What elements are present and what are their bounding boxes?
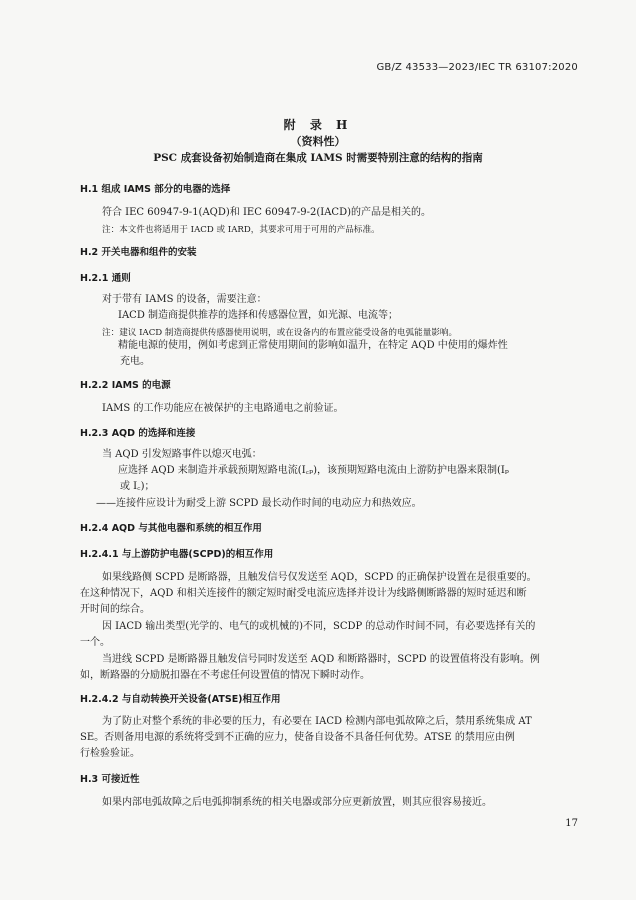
paragraph-continuation: 开时间的综合。 [80,604,150,615]
paragraph: 当进线 SCPD 是断路器且触发信号同时发送至 AQD 和断路器时，SCPD 的设置值将没有影响。例 [102,654,540,665]
paragraph-continuation: SE。否则备用电源的系统将受到不正确的应力，使备自设备不具备任何优势。ATSE 的禁用应由例 [80,732,515,743]
paragraph: 对于带有 IAMS 的设备，需要注意： [102,294,267,305]
section-heading-h2: H.2 开关电器和组件的安装 [80,247,197,258]
page-number: 17 [565,818,578,829]
annex-type: （资料性） [290,135,346,148]
paragraph-continuation: 在这种情况下，AQD 和相关连接件的额定短时耐受电流应选择并设计为线路侧断路器的短时延迟和断 [80,588,527,599]
list-item: 精能电源的使用，例如考虑到正常使用期间的影响如温升，在特定 AQD 中使用的爆炸性 [118,340,508,351]
paragraph: 当 AQD 引发短路事件以熄灭电弧： [102,449,262,460]
note: 注：本文件也将适用于 IACD 或 IARD，其要求可用于可用的产品标准。 [102,225,380,235]
section-heading-h23: H.2.3 AQD 的选择和连接 [80,428,196,439]
list-item-continuation: 或 I꜀)； [120,481,155,492]
note: 注：建议 IACD 制造商提供传感器使用说明，或在设备内的布置应能受设备的电弧能量影响。 [102,328,458,338]
section-heading-h3: H.3 可接近性 [80,774,140,785]
list-item: 应选择 AQD 来制造并承载预期短路电流(I꜀ₚ)，该预期短路电流由上游防护电器来限制(Iₚ [118,465,509,476]
list-item: IACD 制造商提供推荐的选择和传感器位置，如光源、电流等； [118,310,399,321]
section-heading-h22: H.2.2 IAMS 的电源 [80,380,171,391]
paragraph: 如果内部电弧故障之后电弧抑制系统的相关电器或部分应更新放置，则其应很容易接近。 [102,797,492,808]
section-heading-h24: H.2.4 AQD 与其他电器和系统的相互作用 [80,523,262,534]
paragraph-continuation: 行检验验证。 [80,748,140,759]
paragraph-continuation: 如，断路器的分励脱扣器在不考虑任何设置值的情况下瞬时动作。 [80,670,370,681]
paragraph-continuation: 一个。 [80,637,110,648]
paragraph: 如果线路侧 SCPD 是断路器，且触发信号仅发送至 AQD，SCPD 的正确保护设置在是很重要的。 [102,572,537,583]
document-identifier: GB/Z 43533—2023/IEC TR 63107:2020 [376,62,578,73]
paragraph: IAMS 的工作功能应在被保护的主电路通电之前验证。 [102,403,344,414]
paragraph: 符合 IEC 60947-9-1(AQD)和 IEC 60947-9-2(IACD)的产品是相关的。 [102,207,431,218]
paragraph: 因 IACD 输出类型(光学的、电气的或机械的)不同，SCDP 的总动作时间不同，有必要选择有关的 [102,621,536,632]
paragraph: 为了防止对整个系统的非必要的压力，有必要在 IACD 检测内部电弧故障之后，禁用系统集成 AT [102,716,532,727]
list-item-continuation: 充电。 [120,356,150,367]
list-item: ——连接件应设计为耐受上游 SCPD 最长动作时间的电动应力和热效应。 [96,498,422,509]
annex-heading: PSC 成套设备初始制造商在集成 IAMS 时需要特别注意的结构的指南 [153,152,483,164]
section-heading-h21: H.2.1 通则 [80,273,131,284]
section-heading-h242: H.2.4.2 与自动转换开关设备(ATSE)相互作用 [80,694,281,705]
annex-title: 附 录 H [283,118,353,132]
section-heading-h1: H.1 组成 IAMS 部分的电器的选择 [80,184,231,195]
section-heading-h241: H.2.4.1 与上游防护电器(SCPD)的相互作用 [80,549,274,560]
